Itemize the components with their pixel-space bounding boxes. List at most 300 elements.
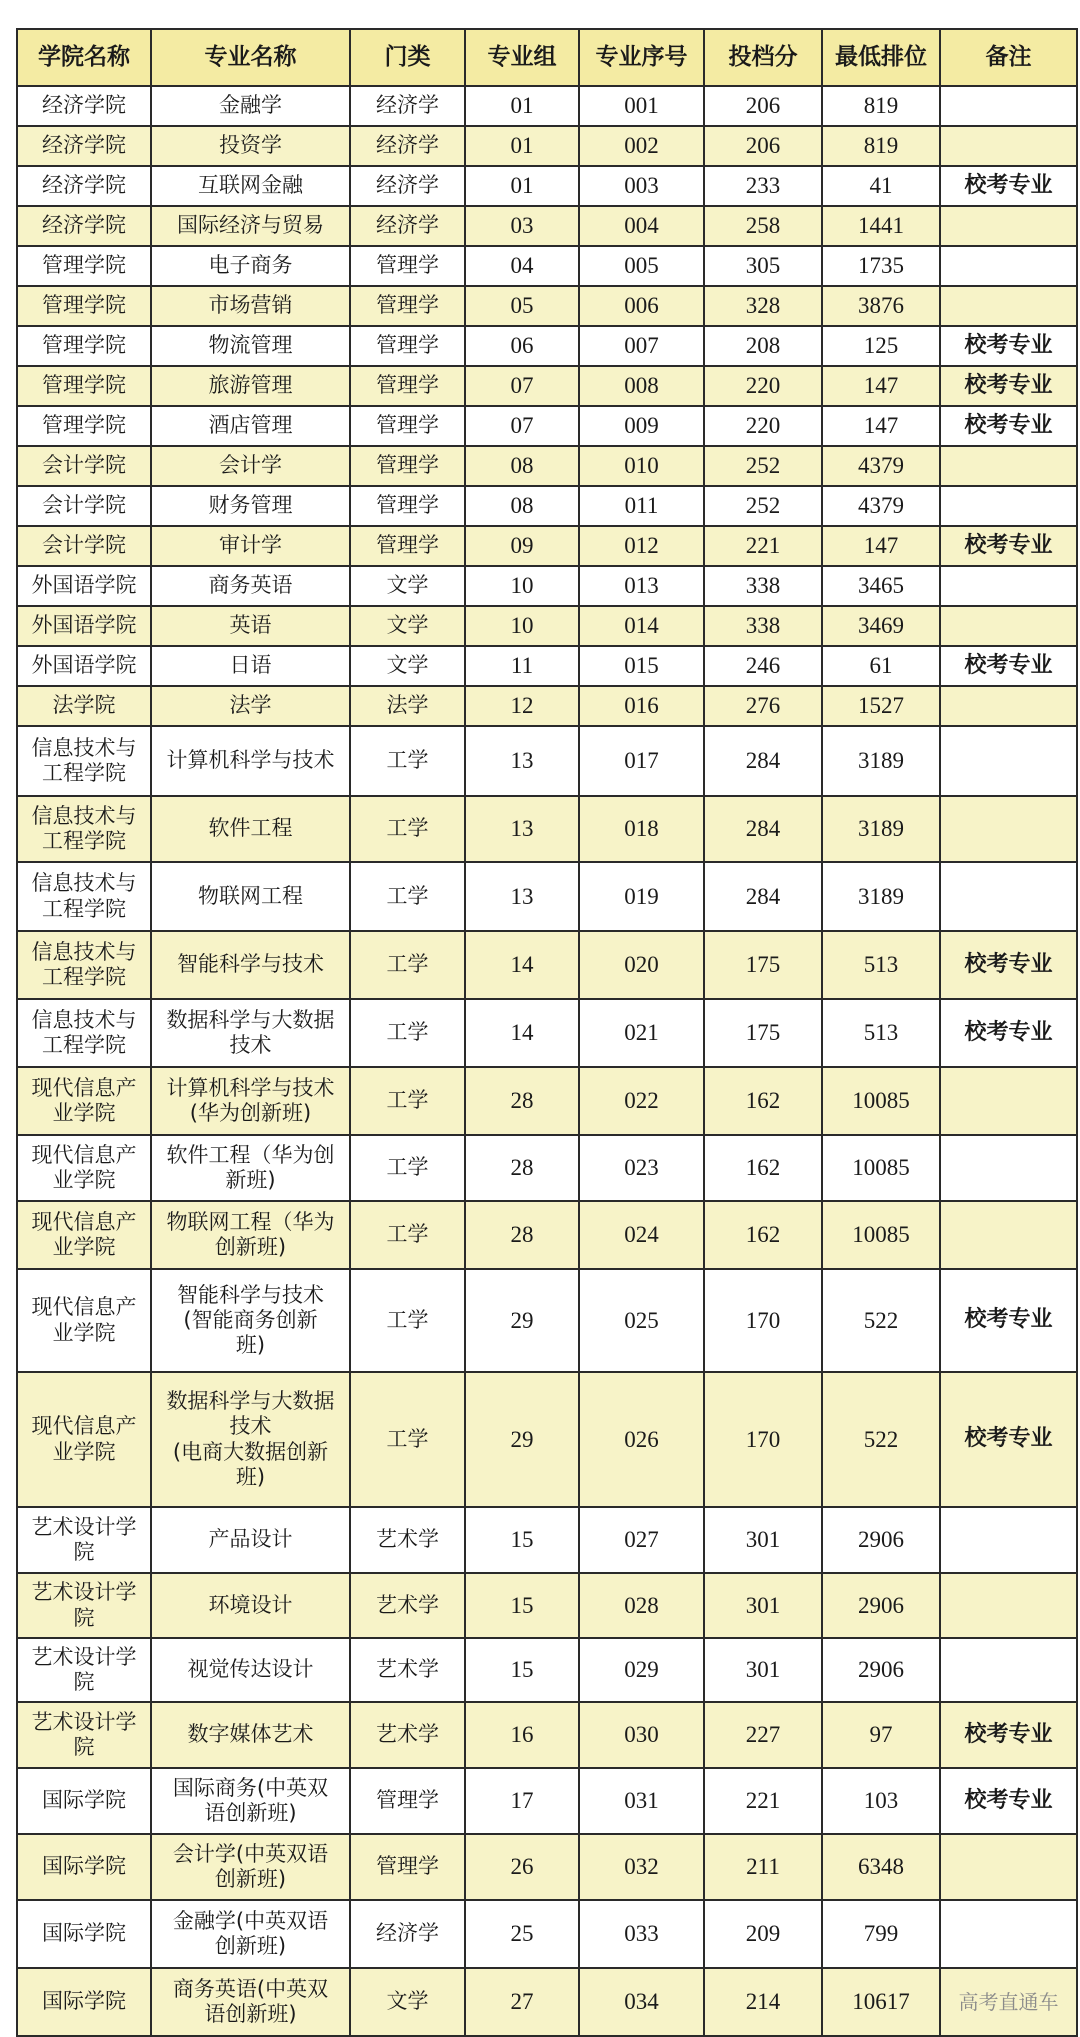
seq-cell: 022 — [579, 1067, 704, 1135]
score-cell: 246 — [704, 646, 822, 686]
score-cell: 284 — [704, 796, 822, 862]
college-cell: 信息技术与 工程学院 — [17, 999, 151, 1067]
category-cell: 管理学 — [350, 446, 465, 486]
group-cell: 05 — [465, 286, 579, 326]
remark-cell: 校考专业 — [940, 406, 1077, 446]
major-cell: 财务管理 — [151, 486, 350, 526]
table-row — [17, 1768, 1077, 1834]
table-row — [17, 686, 1077, 726]
group-cell: 10 — [465, 606, 579, 646]
category-cell: 经济学 — [350, 126, 465, 166]
rank-cell: 3189 — [822, 796, 940, 862]
group-cell: 14 — [465, 999, 579, 1067]
category-cell: 工学 — [350, 1201, 465, 1269]
college-cell: 信息技术与 工程学院 — [17, 726, 151, 796]
table-row — [17, 999, 1077, 1067]
seq-cell: 006 — [579, 286, 704, 326]
score-cell: 305 — [704, 246, 822, 286]
college-cell: 法学院 — [17, 686, 151, 726]
score-cell: 170 — [704, 1372, 822, 1507]
college-cell: 信息技术与 工程学院 — [17, 796, 151, 862]
major-cell: 数据科学与大数据 技术 — [151, 999, 350, 1067]
remark-cell: 校考专业 — [940, 526, 1077, 566]
score-cell: 162 — [704, 1067, 822, 1135]
group-cell: 26 — [465, 1834, 579, 1900]
score-cell: 338 — [704, 606, 822, 646]
rank-cell: 522 — [822, 1269, 940, 1372]
category-cell: 经济学 — [350, 86, 465, 126]
remark-cell — [940, 1067, 1077, 1135]
table-row — [17, 126, 1077, 166]
category-cell: 工学 — [350, 796, 465, 862]
college-cell: 现代信息产 业学院 — [17, 1067, 151, 1135]
category-cell: 文学 — [350, 1968, 465, 2036]
remark-cell: 校考专业 — [940, 999, 1077, 1067]
score-cell: 252 — [704, 446, 822, 486]
college-cell: 信息技术与 工程学院 — [17, 862, 151, 931]
table-row — [17, 1269, 1077, 1372]
table-row — [17, 526, 1077, 566]
group-cell: 13 — [465, 796, 579, 862]
seq-cell: 034 — [579, 1968, 704, 2036]
college-cell: 现代信息产 业学院 — [17, 1269, 151, 1372]
remark-cell — [940, 1834, 1077, 1900]
category-cell: 工学 — [350, 726, 465, 796]
category-cell: 管理学 — [350, 366, 465, 406]
table-row — [17, 1507, 1077, 1573]
group-cell: 01 — [465, 86, 579, 126]
seq-cell: 016 — [579, 686, 704, 726]
seq-cell: 026 — [579, 1372, 704, 1507]
table-row — [17, 206, 1077, 246]
header-row — [17, 29, 1077, 86]
college-cell: 国际学院 — [17, 1968, 151, 2036]
seq-cell: 012 — [579, 526, 704, 566]
college-cell: 管理学院 — [17, 286, 151, 326]
remark-cell: 校考专业 — [940, 366, 1077, 406]
group-cell: 11 — [465, 646, 579, 686]
seq-cell: 015 — [579, 646, 704, 686]
major-cell: 法学 — [151, 686, 350, 726]
remark-cell — [940, 286, 1077, 326]
seq-cell: 027 — [579, 1507, 704, 1573]
score-cell: 338 — [704, 566, 822, 606]
score-cell: 214 — [704, 1968, 822, 2036]
rank-cell: 4379 — [822, 486, 940, 526]
group-cell: 14 — [465, 931, 579, 999]
rank-cell: 10085 — [822, 1201, 940, 1269]
remark-cell — [940, 446, 1077, 486]
table-row — [17, 796, 1077, 862]
group-cell: 29 — [465, 1372, 579, 1507]
rank-cell: 3189 — [822, 726, 940, 796]
remark-cell: 校考专业 — [940, 1702, 1077, 1768]
group-cell: 28 — [465, 1135, 579, 1201]
group-cell: 10 — [465, 566, 579, 606]
major-cell: 产品设计 — [151, 1507, 350, 1573]
rank-cell: 10085 — [822, 1067, 940, 1135]
remark-cell: 校考专业 — [940, 646, 1077, 686]
score-cell: 252 — [704, 486, 822, 526]
seq-cell: 032 — [579, 1834, 704, 1900]
major-cell: 商务英语 — [151, 566, 350, 606]
seq-cell: 023 — [579, 1135, 704, 1201]
major-cell: 会计学 — [151, 446, 350, 486]
score-cell: 227 — [704, 1702, 822, 1768]
remark-cell: 校考专业 — [940, 166, 1077, 206]
seq-cell: 004 — [579, 206, 704, 246]
rank-cell: 97 — [822, 1702, 940, 1768]
college-cell: 经济学院 — [17, 206, 151, 246]
category-cell: 艺术学 — [350, 1573, 465, 1638]
score-cell: 284 — [704, 862, 822, 931]
remark-cell: 校考专业 — [940, 1269, 1077, 1372]
score-cell: 284 — [704, 726, 822, 796]
category-cell: 管理学 — [350, 246, 465, 286]
table-row — [17, 366, 1077, 406]
remark-cell: 校考专业 — [940, 1768, 1077, 1834]
table-row — [17, 606, 1077, 646]
rank-cell: 147 — [822, 526, 940, 566]
category-cell: 管理学 — [350, 286, 465, 326]
rank-cell: 1735 — [822, 246, 940, 286]
score-cell: 221 — [704, 526, 822, 566]
seq-cell: 031 — [579, 1768, 704, 1834]
college-cell: 外国语学院 — [17, 646, 151, 686]
category-cell: 法学 — [350, 686, 465, 726]
college-cell: 管理学院 — [17, 366, 151, 406]
major-cell: 智能科学与技术 (智能商务创新 班) — [151, 1269, 350, 1372]
major-cell: 市场营销 — [151, 286, 350, 326]
header-college: 学院名称 — [17, 29, 151, 86]
table-row — [17, 1968, 1077, 2036]
table-row — [17, 1638, 1077, 1702]
rank-cell: 513 — [822, 999, 940, 1067]
remark-cell: 校考专业 — [940, 1372, 1077, 1507]
category-cell: 经济学 — [350, 166, 465, 206]
college-cell: 经济学院 — [17, 126, 151, 166]
major-cell: 软件工程 — [151, 796, 350, 862]
remark-cell — [940, 86, 1077, 126]
group-cell: 01 — [465, 166, 579, 206]
rank-cell: 41 — [822, 166, 940, 206]
remark-cell — [940, 1638, 1077, 1702]
category-cell: 管理学 — [350, 1768, 465, 1834]
college-cell: 现代信息产 业学院 — [17, 1135, 151, 1201]
score-cell: 301 — [704, 1638, 822, 1702]
college-cell: 外国语学院 — [17, 606, 151, 646]
college-cell: 艺术设计学 院 — [17, 1573, 151, 1638]
rank-cell: 1527 — [822, 686, 940, 726]
category-cell: 管理学 — [350, 486, 465, 526]
seq-cell: 013 — [579, 566, 704, 606]
remark-cell: 校考专业 — [940, 326, 1077, 366]
group-cell: 01 — [465, 126, 579, 166]
group-cell: 07 — [465, 366, 579, 406]
rank-cell: 10617 — [822, 1968, 940, 2036]
remark-cell — [940, 796, 1077, 862]
header-major: 专业名称 — [151, 29, 350, 86]
major-cell: 智能科学与技术 — [151, 931, 350, 999]
seq-cell: 021 — [579, 999, 704, 1067]
seq-cell: 017 — [579, 726, 704, 796]
group-cell: 12 — [465, 686, 579, 726]
rank-cell: 3469 — [822, 606, 940, 646]
remark-cell — [940, 1201, 1077, 1269]
score-cell: 162 — [704, 1201, 822, 1269]
major-cell: 软件工程（华为创 新班) — [151, 1135, 350, 1201]
remark-cell — [940, 686, 1077, 726]
rank-cell: 819 — [822, 126, 940, 166]
major-cell: 审计学 — [151, 526, 350, 566]
group-cell: 04 — [465, 246, 579, 286]
seq-cell: 003 — [579, 166, 704, 206]
seq-cell: 028 — [579, 1573, 704, 1638]
remark-cell — [940, 1573, 1077, 1638]
score-cell: 206 — [704, 126, 822, 166]
college-cell: 现代信息产 业学院 — [17, 1372, 151, 1507]
table-row — [17, 1135, 1077, 1201]
major-cell: 国际商务(中英双 语创新班) — [151, 1768, 350, 1834]
rank-cell: 6348 — [822, 1834, 940, 1900]
remark-cell — [940, 1135, 1077, 1201]
group-cell: 08 — [465, 446, 579, 486]
college-cell: 会计学院 — [17, 486, 151, 526]
category-cell: 工学 — [350, 1269, 465, 1372]
major-cell: 日语 — [151, 646, 350, 686]
rank-cell: 125 — [822, 326, 940, 366]
table-row — [17, 406, 1077, 446]
watermark-text: 高考直通车 — [940, 1968, 1077, 2036]
remark-cell — [940, 1900, 1077, 1968]
table-row — [17, 166, 1077, 206]
seq-cell: 025 — [579, 1269, 704, 1372]
category-cell: 经济学 — [350, 206, 465, 246]
major-cell: 物流管理 — [151, 326, 350, 366]
seq-cell: 020 — [579, 931, 704, 999]
score-cell: 276 — [704, 686, 822, 726]
college-cell: 管理学院 — [17, 406, 151, 446]
seq-cell: 029 — [579, 1638, 704, 1702]
group-cell: 25 — [465, 1900, 579, 1968]
header-group: 专业组 — [465, 29, 579, 86]
college-cell: 国际学院 — [17, 1900, 151, 1968]
score-cell: 301 — [704, 1507, 822, 1573]
header-category: 门类 — [350, 29, 465, 86]
major-cell: 会计学(中英双语 创新班) — [151, 1834, 350, 1900]
table-row — [17, 1573, 1077, 1638]
category-cell: 工学 — [350, 999, 465, 1067]
category-cell: 工学 — [350, 862, 465, 931]
table-row — [17, 931, 1077, 999]
major-cell: 国际经济与贸易 — [151, 206, 350, 246]
remark-cell — [940, 486, 1077, 526]
table-row — [17, 1372, 1077, 1507]
score-cell: 258 — [704, 206, 822, 246]
table-row — [17, 1702, 1077, 1768]
major-cell: 数据科学与大数据 技术 (电商大数据创新 班) — [151, 1372, 350, 1507]
table-row — [17, 86, 1077, 126]
major-cell: 旅游管理 — [151, 366, 350, 406]
rank-cell: 2906 — [822, 1507, 940, 1573]
seq-cell: 019 — [579, 862, 704, 931]
score-cell: 208 — [704, 326, 822, 366]
major-cell: 环境设计 — [151, 1573, 350, 1638]
table-row — [17, 286, 1077, 326]
rank-cell: 147 — [822, 366, 940, 406]
major-cell: 物联网工程 — [151, 862, 350, 931]
table-row — [17, 862, 1077, 931]
seq-cell: 008 — [579, 366, 704, 406]
category-cell: 工学 — [350, 1135, 465, 1201]
category-cell: 管理学 — [350, 526, 465, 566]
group-cell: 29 — [465, 1269, 579, 1372]
major-cell: 酒店管理 — [151, 406, 350, 446]
remark-cell — [940, 566, 1077, 606]
group-cell: 28 — [465, 1201, 579, 1269]
group-cell: 07 — [465, 406, 579, 446]
group-cell: 09 — [465, 526, 579, 566]
category-cell: 艺术学 — [350, 1702, 465, 1768]
major-cell: 投资学 — [151, 126, 350, 166]
rank-cell: 819 — [822, 86, 940, 126]
college-cell: 艺术设计学 院 — [17, 1638, 151, 1702]
college-cell: 国际学院 — [17, 1834, 151, 1900]
rank-cell: 1441 — [822, 206, 940, 246]
major-cell: 商务英语(中英双 语创新班) — [151, 1968, 350, 2036]
group-cell: 08 — [465, 486, 579, 526]
header-rank: 最低排位 — [822, 29, 940, 86]
table-row — [17, 1900, 1077, 1968]
seq-cell: 005 — [579, 246, 704, 286]
college-cell: 国际学院 — [17, 1768, 151, 1834]
rank-cell: 147 — [822, 406, 940, 446]
rank-cell: 522 — [822, 1372, 940, 1507]
group-cell: 13 — [465, 862, 579, 931]
remark-cell — [940, 726, 1077, 796]
seq-cell: 024 — [579, 1201, 704, 1269]
category-cell: 工学 — [350, 931, 465, 999]
college-cell: 会计学院 — [17, 446, 151, 486]
group-cell: 03 — [465, 206, 579, 246]
remark-cell: 校考专业 — [940, 931, 1077, 999]
seq-cell: 030 — [579, 1702, 704, 1768]
rank-cell: 2906 — [822, 1638, 940, 1702]
category-cell: 工学 — [350, 1067, 465, 1135]
category-cell: 文学 — [350, 606, 465, 646]
remark-cell — [940, 606, 1077, 646]
score-cell: 209 — [704, 1900, 822, 1968]
remark-cell — [940, 862, 1077, 931]
major-cell: 金融学 — [151, 86, 350, 126]
category-cell: 经济学 — [350, 1900, 465, 1968]
score-cell: 301 — [704, 1573, 822, 1638]
major-cell: 英语 — [151, 606, 350, 646]
major-cell: 物联网工程（华为 创新班) — [151, 1201, 350, 1269]
seq-cell: 009 — [579, 406, 704, 446]
admission-score-table — [16, 28, 1078, 2037]
table-row — [17, 726, 1077, 796]
seq-cell: 010 — [579, 446, 704, 486]
college-cell: 管理学院 — [17, 326, 151, 366]
group-cell: 28 — [465, 1067, 579, 1135]
rank-cell: 4379 — [822, 446, 940, 486]
group-cell: 16 — [465, 1702, 579, 1768]
table-row — [17, 446, 1077, 486]
rank-cell: 3876 — [822, 286, 940, 326]
table-row — [17, 246, 1077, 286]
college-cell: 现代信息产 业学院 — [17, 1201, 151, 1269]
group-cell: 06 — [465, 326, 579, 366]
score-cell: 233 — [704, 166, 822, 206]
table-row — [17, 326, 1077, 366]
table-row — [17, 1834, 1077, 1900]
score-cell: 220 — [704, 406, 822, 446]
score-cell: 175 — [704, 999, 822, 1067]
rank-cell: 799 — [822, 1900, 940, 1968]
category-cell: 艺术学 — [350, 1638, 465, 1702]
score-cell: 206 — [704, 86, 822, 126]
score-cell: 221 — [704, 1768, 822, 1834]
seq-cell: 033 — [579, 1900, 704, 1968]
header-score: 投档分 — [704, 29, 822, 86]
group-cell: 15 — [465, 1573, 579, 1638]
group-cell: 15 — [465, 1638, 579, 1702]
category-cell: 艺术学 — [350, 1507, 465, 1573]
seq-cell: 002 — [579, 126, 704, 166]
category-cell: 管理学 — [350, 406, 465, 446]
remark-cell — [940, 126, 1077, 166]
major-cell: 互联网金融 — [151, 166, 350, 206]
seq-cell: 007 — [579, 326, 704, 366]
score-cell: 211 — [704, 1834, 822, 1900]
remark-cell — [940, 206, 1077, 246]
table-row — [17, 1201, 1077, 1269]
score-cell: 220 — [704, 366, 822, 406]
category-cell: 文学 — [350, 566, 465, 606]
group-cell: 15 — [465, 1507, 579, 1573]
group-cell: 13 — [465, 726, 579, 796]
college-cell: 外国语学院 — [17, 566, 151, 606]
group-cell: 27 — [465, 1968, 579, 2036]
rank-cell: 10085 — [822, 1135, 940, 1201]
college-cell: 艺术设计学 院 — [17, 1507, 151, 1573]
header-remark: 备注 — [940, 29, 1077, 86]
category-cell: 管理学 — [350, 1834, 465, 1900]
major-cell: 视觉传达设计 — [151, 1638, 350, 1702]
major-cell: 计算机科学与技术 — [151, 726, 350, 796]
rank-cell: 103 — [822, 1768, 940, 1834]
table-row — [17, 1067, 1077, 1135]
remark-cell — [940, 246, 1077, 286]
table-row — [17, 566, 1077, 606]
college-cell: 经济学院 — [17, 166, 151, 206]
score-cell: 162 — [704, 1135, 822, 1201]
header-seq: 专业序号 — [579, 29, 704, 86]
rank-cell: 3465 — [822, 566, 940, 606]
rank-cell: 61 — [822, 646, 940, 686]
category-cell: 管理学 — [350, 326, 465, 366]
score-cell: 175 — [704, 931, 822, 999]
major-cell: 计算机科学与技术 (华为创新班) — [151, 1067, 350, 1135]
seq-cell: 018 — [579, 796, 704, 862]
major-cell: 金融学(中英双语 创新班) — [151, 1900, 350, 1968]
college-cell: 信息技术与 工程学院 — [17, 931, 151, 999]
college-cell: 艺术设计学 院 — [17, 1702, 151, 1768]
category-cell: 文学 — [350, 646, 465, 686]
score-cell: 170 — [704, 1269, 822, 1372]
table-row — [17, 486, 1077, 526]
